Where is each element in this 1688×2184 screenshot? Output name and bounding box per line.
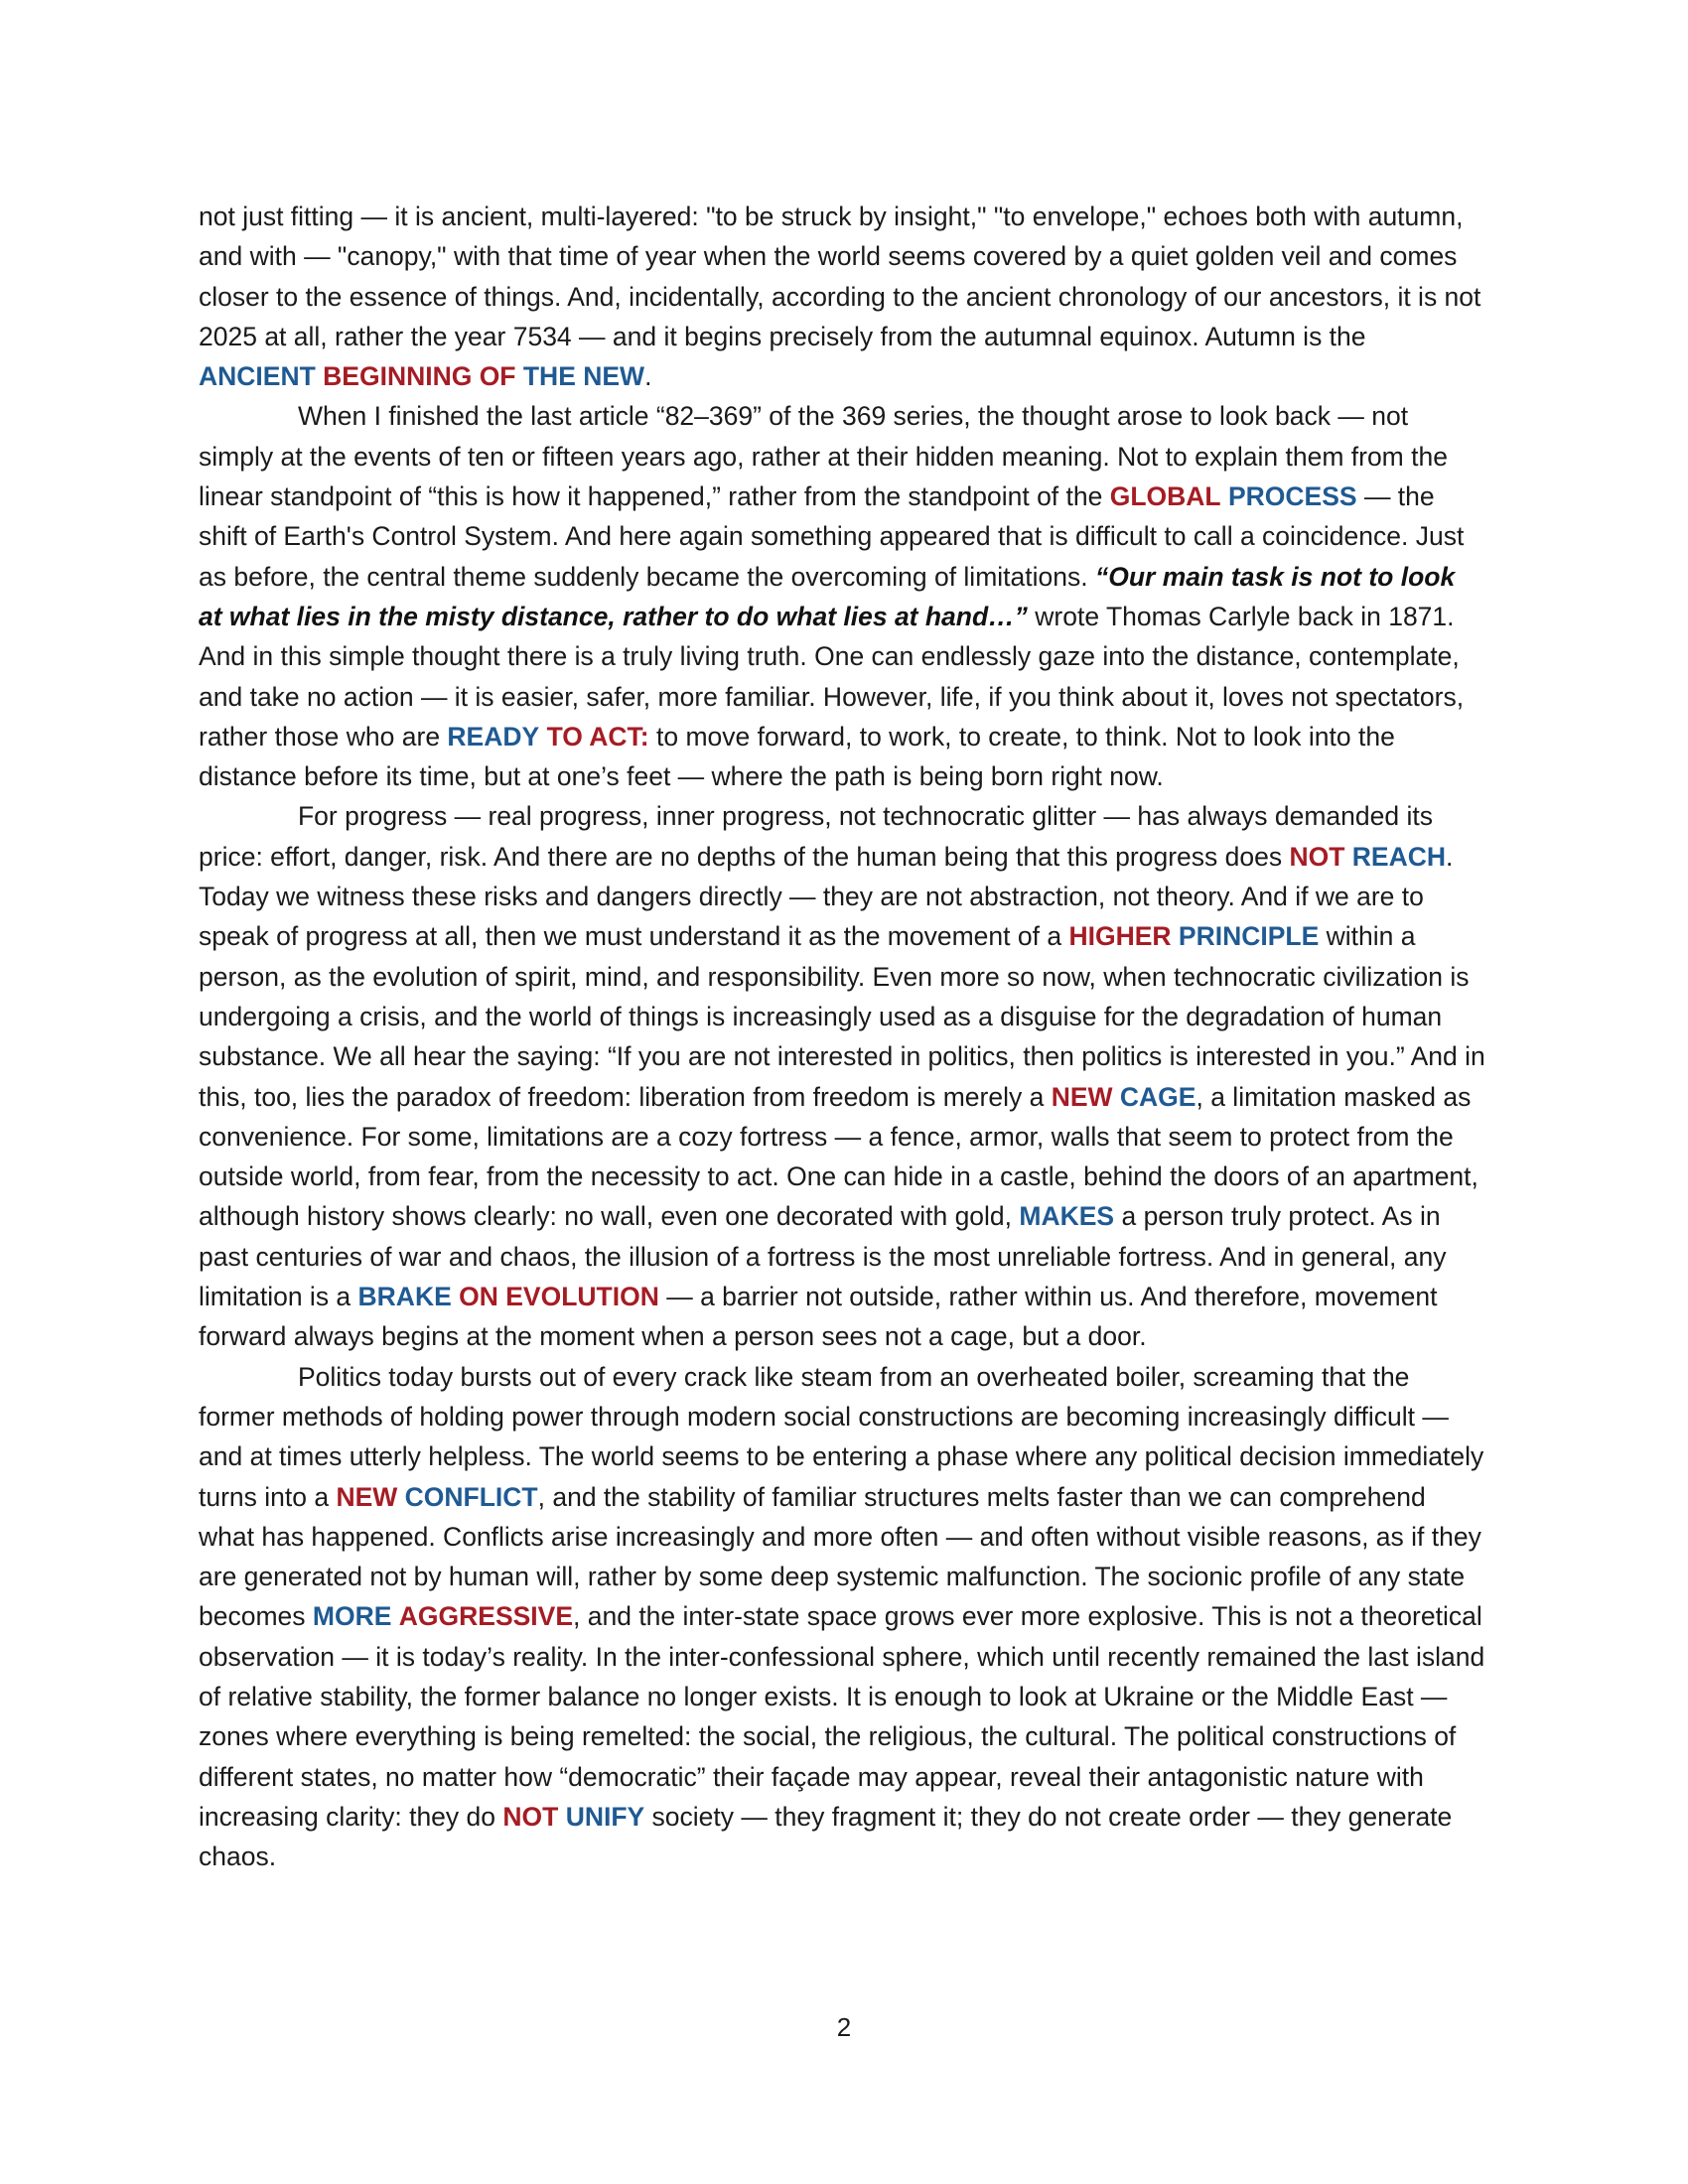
- emphasis-red: NOT: [502, 1801, 559, 1832]
- text-run: wrote Thomas Carlyle back in 1871. And in this simple thought there is a truly living truth. One can endlessly gaze into the distance, contemplate, and take no action — it is easier, safer, more familiar. However, life, if you think about it, loves not spectators, rather those who are: [199, 601, 1465, 751]
- text-run: [1221, 481, 1228, 511]
- emphasis-red: BEGINNING OF: [323, 361, 516, 392]
- text-run: [1172, 921, 1179, 951]
- text-run: Politics today bursts out of every crack like steam from an overheated boiler, screaming that the former methods of holding power through modern social constructions are becoming increasingly difficult — and at times utterly helpless. The world seems to be entering a phase where any political decision immediately turns into a: [199, 1361, 1484, 1512]
- emphasis-blue: CAGE: [1119, 1081, 1196, 1112]
- page-number: 2: [836, 2012, 852, 2042]
- text-run: When I finished the last article “82–369” of the 369 series, the thought arose to look back — not simply at the events of ten or fifteen years ago, rather at their hidden meaning. Not to explain them from the linear standpoint of “this is how it happened,” rather from the standpoint of the: [199, 401, 1448, 512]
- emphasis-blue: MORE: [312, 1601, 392, 1632]
- text-run: — the shift of Earth's Control System. And here again something appeared that is difficult to call a coincidence. Just as before, the central theme suddenly became the overcoming of limitations.: [199, 481, 1465, 592]
- emphasis-blue: UNIFY: [565, 1801, 645, 1832]
- paragraph-2: [199, 396, 1485, 796]
- emphasis-red: NEW: [336, 1481, 398, 1512]
- emphasis-red: TO ACT:: [546, 721, 649, 751]
- text-run: . Today we witness these risks and dangers directly — they are not abstraction, not theory. And if we are to speak of progress at all, then we must understand it as the movement of a: [199, 841, 1454, 952]
- emphasis-blue: BRAKE: [357, 1282, 452, 1312]
- emphasis-blue: THE NEW: [522, 361, 645, 392]
- text-run: , and the stability of familiar structures melts faster than we can comprehend what has happened. Conflicts arise increasingly and more often — and often without visible reasons, as if they are generated not by human will, rather by some deep systemic malfunction. The socionic profile of any state becomes: [199, 1481, 1481, 1632]
- text-run: society — they fragment it; they do not create order — they generate chaos.: [199, 1801, 1453, 1872]
- paragraph-1: [199, 197, 1485, 396]
- text-run: [558, 1802, 565, 1832]
- text-run: [516, 361, 523, 391]
- text-run: [1113, 1082, 1120, 1112]
- paragraph-3: [199, 796, 1485, 1356]
- text-run: [397, 1482, 404, 1512]
- text-run: [1344, 842, 1351, 872]
- text-run: [539, 722, 546, 751]
- emphasis-red: ON EVOLUTION: [459, 1282, 659, 1312]
- paragraph-4: [199, 1357, 1485, 1877]
- text-run: within a person, as the evolution of spirit, mind, and responsibility. Even more so now, when technocratic civilization is undergoing a crisis, and the world of things is increasingly used as a disguise for the degradation of human substance. We all hear the saying: “If you are not interested in politics, then politics is interested in you.” And in this, too, lies the paradox of freedom: liberation from freedom is merely a: [199, 921, 1485, 1112]
- text-run: — a barrier not outside, rather within us. And therefore, movement forward always begins at the moment when a person sees not a cage, but a door.: [199, 1282, 1438, 1352]
- emphasis-blue: PRINCIPLE: [1178, 921, 1320, 952]
- text-run: a person truly protect. As in past centuries of war and chaos, the illusion of a fortress is the most unreliable fortress. And in general, any limitation is a: [199, 1201, 1447, 1312]
- emphasis-red: HIGHER: [1068, 921, 1172, 952]
- emphasis-red: NOT: [1289, 841, 1345, 872]
- text-run: , a limitation masked as convenience. For some, limitations are a cozy fortress — a fence, armor, walls that seem to protect from the outside world, from fear, from the necessity to act. One can hide in a castle, behind the doors of an apartment, although history shows clearly: no wall, even one decorated with gold,: [199, 1081, 1478, 1232]
- text-run: For progress — real progress, inner progress, not technocratic glitter — has always demanded its price: effort, danger, risk. And there are no depths of the human being that this progress does: [199, 801, 1433, 872]
- text-run: not just fitting — it is ancient, multi-layered: "to be struck by insight," "to envelope," echoes both with autumn, and with — "canopy," with that time of year when the world seems covered by a quiet golden veil and comes closer to the essence of things. And, incidentally, according to the ancient chronology of our ancestors, it is not 2025 at all, rather the year 7534 — and it begins precisely from the autumnal equinox. Autumn is the: [199, 202, 1481, 351]
- emphasis-blue: READY: [447, 721, 540, 751]
- text-run: , and the inter-state space grows ever more explosive. This is not a theoretical observation — it is today’s reality. In the inter-confessional sphere, which until recently remained the last island of relative stability, the former balance no longer exists. It is enough to look at Ukraine or the Middle East — zones where everything is being remelted: the social, the religious, the cultural. The political constructions of different states, no matter how “democratic” their façade may appear, reveal their antagonistic nature with increasing clarity: they do: [199, 1601, 1485, 1832]
- body-text: [199, 197, 1485, 1876]
- text-run: .: [644, 361, 652, 392]
- emphasis-blue: PROCESS: [1227, 481, 1357, 512]
- text-run: [391, 1601, 398, 1631]
- emphasis-red: AGGRESSIVE: [398, 1601, 574, 1632]
- carlyle-quote: “Our main task is not to look at what lies in the misty distance, rather to do what lies at hand…”: [199, 561, 1456, 631]
- emphasis-red: GLOBAL: [1109, 481, 1221, 512]
- emphasis-blue: MAKES: [1019, 1201, 1115, 1232]
- emphasis-blue: REACH: [1351, 841, 1447, 872]
- text-run: to move forward, to work, to create, to think. Not to look into the distance before its time, but at one’s feet — where the path is being born right now.: [199, 721, 1395, 792]
- emphasis-blue: ANCIENT: [199, 361, 316, 392]
- emphasis-red: NEW: [1051, 1081, 1113, 1112]
- emphasis-blue: CONFLICT: [404, 1481, 538, 1512]
